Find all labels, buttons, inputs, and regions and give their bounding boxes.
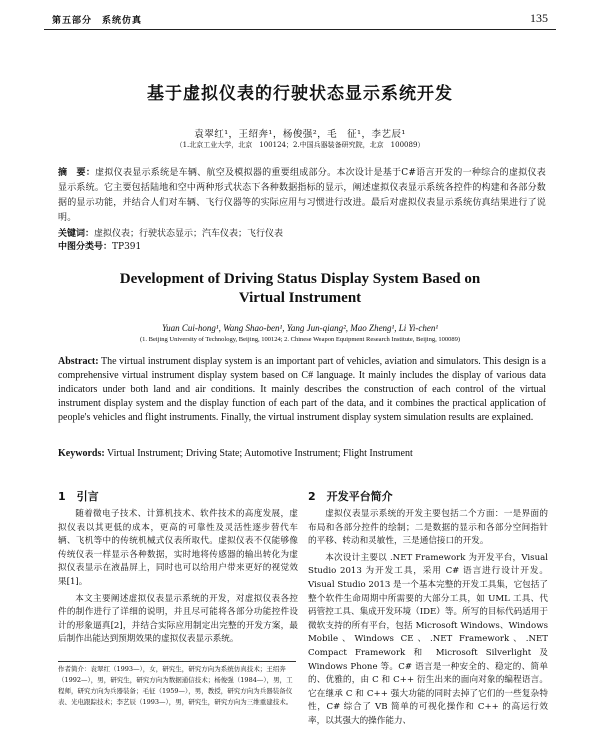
abstract-text-cn: 虚拟仪表显示系统是车辆、航空及模拟器的重要组成部分。本次设计是基于C#语言开发的一种综合的虚拟仪表显示系统。它主要包括陆地和空中两种形式状态下各种数据指标的显示，阐述虚拟仪表显示系统各控件的构建和各部分数据的显示功能，并结合人们对车辆、飞行仪器等的实际应用与习惯进行改进。最后对虚拟仪表显示系统仿真结果进行了说明。 [58,168,546,223]
classification-chinese [58,239,141,252]
keywords-text-en: Virtual Instrument; Driving State; Automotive Instrument; Flight Instrument [107,448,413,459]
keywords-label-en: Keywords: [58,448,105,459]
abstract-label-cn: 摘 要： [58,168,96,178]
title-english-line2: Virtual Instrument [238,290,362,306]
classification-code: TP391 [112,242,142,252]
classification-label: 中图分类号： [58,242,113,252]
affiliation-english: (1. Beijing University of Technology, Beijing, 100124; 2. Chinese Weapon Equipment Research Institute, Beijing, 100089) [139,336,461,343]
section2-body [308,508,548,732]
section1-paragraph: 本文主要阐述虚拟仪表显示系统的开发，对虚拟仪表各控件的制作进行了详细的说明，并且尽可能将各部分功能控件设计的形象逼真[2]，并结合实际应用制定出完整的开发方案，最后制作出能达到预期效果的虚拟仪表显示系统。 [58,593,298,645]
footnote-rule [58,661,296,662]
page-number: 135 [530,11,548,25]
section1-paragraph: 随着微电子技术、计算机技术、软件技术的高度发展，虚拟仪表以其更低的成本，更高的可靠性及灵活性逐步替代车辆、飞机等中的传统机械式仪表所取代。虚拟仪表不仅能够像传统仪表一样显示各种数据，实时地将传感器的输出转化为虚拟仪表显示在液晶屏上，同时也可以给用户带来更好的视觉效果[1]。 [58,509,298,587]
running-header-section: 第五部分 系统仿真 [52,16,143,26]
section1-heading: 1 引言 [58,490,99,503]
keywords-chinese [58,226,283,239]
author-footnote: 作者简介：袁翠红（1993—），女，研究生，研究方向为系统仿真技术；王绍奔（1992—），男，研究生，研究方向为数据通信技术；杨俊强（1984—），男，工程师，研究方向为兵器装备；毛征（1959—），男，教授，研究方向为兵器装备仪表、光电跟踪技术；李艺辰（1993—），男，研究生，研究方向为三维重建技术。 [58,665,293,706]
authors-chinese: 袁翠红¹，王绍奔¹，杨俊强²，毛 征¹，李艺辰¹ [194,129,406,140]
section2-paragraph: 本次设计主要以 .NET Framework 为开发平台，Visual Studio 2013 为开发工具，采用 C# 语言进行设计开发。Visual Studio 2013 是一个基本完整的开发工具集，它包括了整个软件生命周期中所需要的大部分工具，如 UML 工具、代码管控工具、集成开发环境（IDE）等。所写的目标代码适用于微软支持的所有平台，包括 Microsoft Windows、Windows Mobile、Windows CE、.NET Framework、.NET Compact Framework 和 Microsoft Silverlight 及 Windows Phone 等。C# 语言是一种安全的、稳定的、简单的、优雅的，由 C 和 C++ 衍生出来的面向对象的编程语言。它在继承 C 和 C++ 强大功能的同时去掉了它们的一些复杂特性，C# 综合了 VB 简单的可视化操作和 C++ 的高运行效率，以其强大的操作能力、 [308,552,548,726]
keywords-text-cn: 虚拟仪表；行驶状态显示；汽车仪表；飞行仪表 [94,229,284,239]
title-chinese: 基于虚拟仪表的行驶状态显示系统开发 [147,84,453,104]
header-rule [44,29,556,30]
abstract-label-en: Abstract: [58,356,99,367]
section1-body [58,508,298,650]
title-english-line1: Development of Driving Status Display System Based on [119,271,481,287]
affiliation-chinese: （1.北京工业大学，北京 100124；2.中国兵器装备研究院，北京 100089） [175,141,425,149]
abstract-english [58,355,546,425]
abstract-text-en: The virtual instrument display system is an important part of vehicles, aviation and simulators. This design is a comprehensive virtual instrument display system based on C# language. It mainly includes the display of various data indicators under both land and air conditions. It mainly describes the construction of each control of the virtual instrument display system and the display function of each part of the data, and it combines the practical application of people's vehicles and flight instruments. Finally, the virtual instrument display system simulation results are explained. [58,356,546,423]
section2-paragraph: 虚拟仪表显示系统的开发主要包括二个方面：一是界面的布局和各部分控件的绘制；二是数据的显示和各部分空间指针的平移、转动和灵敏性，三是通信接口的开发。 [308,509,548,547]
title-english [0,270,600,308]
authors-english: Yuan Cui-hong¹, Wang Shao-ben¹, Yang Jun-qiang², Mao Zheng¹, Li Yi-chen¹ [161,323,439,333]
keywords-english [58,448,413,459]
abstract-chinese [58,166,546,226]
keywords-label-cn: 关键词： [58,229,95,239]
section2-heading: 2 开发平台简介 [308,490,393,503]
